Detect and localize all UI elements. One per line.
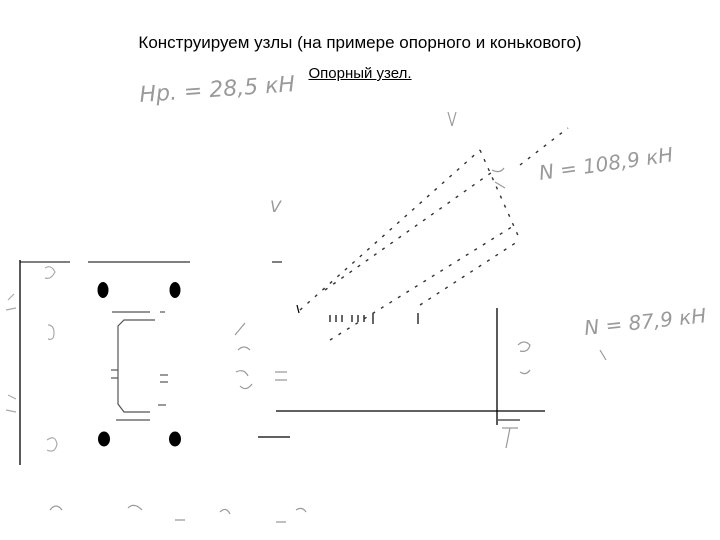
bolt-top-right — [170, 282, 181, 298]
strut-faint-marks — [50, 112, 606, 522]
beam-ticks — [297, 305, 418, 324]
bolt-bottom-right — [169, 432, 181, 447]
sketch-n-top-label: N = 108,9 кН — [537, 142, 675, 185]
slide-subtitle: Опорный узел. — [308, 65, 412, 82]
sketch-n-right-label: N = 87,9 кН — [583, 303, 708, 340]
bolt-top-left — [98, 282, 109, 298]
sketch-axis-label: V — [270, 197, 281, 216]
strut-dashed-lines — [300, 128, 568, 340]
left-faint-marks — [6, 267, 57, 451]
plate-outline — [111, 312, 168, 420]
slide-title: Конструируем узлы (на примере опорного и конькового) — [138, 33, 582, 52]
sketch-q-label: Нр. = 28,5 кН — [138, 72, 296, 108]
bolt-bottom-left — [98, 432, 110, 447]
